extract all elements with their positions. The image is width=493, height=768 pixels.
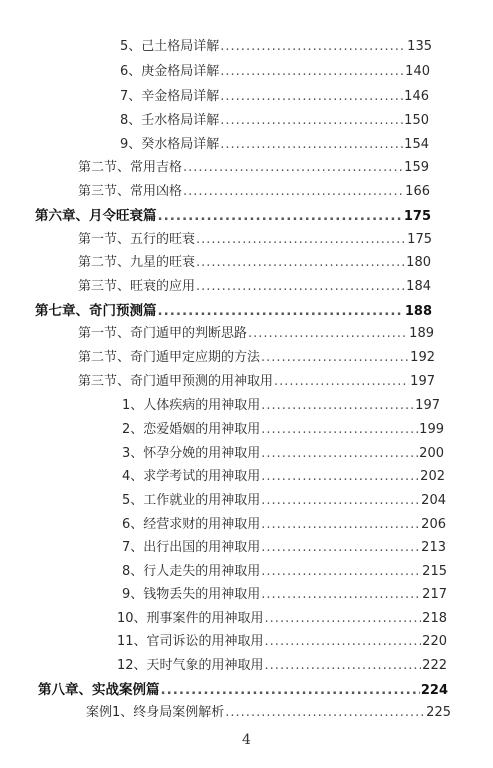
toc-entry-label: 5、己土格局详解 [120,39,220,54]
toc-entry-label: 第七章、奇门预测篇 [35,303,157,319]
toc-entry-label: 8、壬水格局详解 [120,113,220,128]
toc-entry-label: 第三节、奇门遁甲预测的用神取用 [78,374,274,389]
toc-entry-page: 225 [426,705,451,720]
toc-entry [122,395,440,417]
toc-entry [117,608,447,630]
toc-entry-page: 184 [406,279,431,294]
toc-entry-label: 7、辛金格局详解 [120,89,220,104]
toc-entry-label: 4、求学考试的用神取用 [122,469,261,484]
toc-entry-page: 146 [404,89,429,104]
toc-entry [78,276,431,298]
toc-entry-page: 218 [422,611,447,626]
toc-leader-dots [220,134,403,156]
toc-entry-page: 197 [410,374,435,389]
toc-leader-dots [220,110,403,132]
toc-entry-label: 第二节、九星的旺衰 [78,255,196,270]
toc-entry-label: 第三节、旺衰的应用 [78,279,196,294]
toc-entry-label: 第一节、五行的旺衰 [78,232,196,247]
toc-leader-dots [196,229,406,251]
toc-chapter [35,205,431,227]
toc-entry [86,702,451,724]
toc-leader-dots [274,371,409,393]
toc-leader-dots [220,61,404,83]
toc-entry-page: 166 [405,184,430,199]
toc-entry-label: 第六章、月令旺衰篇 [35,208,157,224]
toc-entry-page: 215 [422,564,447,579]
toc-leader-dots [225,702,425,724]
toc-leader-dots [261,347,409,369]
toc-entry-page: 202 [420,469,445,484]
toc-entry-page: 200 [419,446,444,461]
toc-entry-label: 6、经营求财的用神取用 [122,517,261,532]
toc-entry-page: 206 [421,517,446,532]
toc-leader-dots [261,490,420,512]
toc-leader-dots [265,655,422,677]
toc-entry-label: 6、庚金格局详解 [120,64,220,79]
toc-entry-label: 9、癸水格局详解 [120,137,220,152]
toc-leader-dots [196,252,405,274]
toc-entry-page: 180 [406,255,431,270]
toc-entry [78,157,429,179]
toc-entry-label: 第一节、奇门遁甲的判断思路 [78,326,248,341]
toc-entry-page: 150 [404,113,429,128]
toc-entry-page: 135 [407,39,432,54]
toc-leader-dots [158,205,403,227]
toc-entry-label: 第二节、奇门遁甲定应期的方法 [78,350,261,365]
toc-entry [78,371,435,393]
page-number: 4 [242,732,251,748]
toc-entry-page: 159 [404,160,429,175]
toc-entry-page: 217 [422,587,447,602]
toc-leader-dots [183,157,403,179]
toc-entry-label: 第二节、常用吉格 [78,160,183,175]
toc-entry-label: 9、钱物丢失的用神取用 [122,587,261,602]
toc-entry-label: 1、人体疾病的用神取用 [122,398,261,413]
toc-entry [78,252,431,274]
toc-entry-label: 第三节、常用凶格 [78,184,183,199]
toc-entry [122,561,447,583]
toc-leader-dots [265,608,422,630]
toc-entry-page: 188 [404,304,432,319]
toc-entry [122,584,447,606]
toc-entry-label: 2、恋爱婚姻的用神取用 [122,422,261,437]
toc-chapter [35,300,432,322]
toc-entry [78,347,435,369]
toc-entry-label: 第八章、实战案例篇 [38,682,160,698]
toc-entry-page: 220 [422,634,447,649]
toc-entry [122,537,446,559]
toc-entry [122,490,446,512]
toc-entry-page: 189 [409,326,434,341]
toc-entry [122,514,446,536]
toc-entry [78,229,432,251]
toc-leader-dots [220,86,403,108]
toc-entry [120,36,432,58]
toc-leader-dots [261,584,421,606]
toc-entry-label: 案例1、终身局案例解析 [86,705,225,720]
toc-entry [120,134,429,156]
toc-entry-page: 222 [422,658,447,673]
toc-entry-label: 8、行人走失的用神取用 [122,564,261,579]
toc-entry [117,631,447,653]
toc-entry-label: 5、工作就业的用神取用 [122,493,261,508]
toc-leader-dots [183,181,404,203]
toc-entry [117,655,447,677]
toc-entry-page: 213 [421,540,446,555]
toc-entry-page: 175 [403,209,431,224]
toc-leader-dots [196,276,405,298]
toc-leader-dots [161,679,420,701]
toc-leader-dots [261,514,420,536]
toc-entry-page: 199 [419,422,444,437]
toc-entry-label: 3、怀孕分娩的用神取用 [122,446,261,461]
toc-entry [122,466,445,488]
toc-entry-page: 175 [407,232,432,247]
toc-leader-dots [261,466,419,488]
toc-entry [78,181,430,203]
toc-entry [122,419,444,441]
toc-leader-dots [261,395,414,417]
toc-leader-dots [261,443,418,465]
toc-entry [120,86,429,108]
toc-entry-page: 154 [404,137,429,152]
toc-entry-page: 204 [421,493,446,508]
toc-entry-label: 11、官司诉讼的用神取用 [117,634,264,649]
toc-entry-page: 192 [410,350,435,365]
toc-entry [78,323,434,345]
toc-leader-dots [220,36,406,58]
toc-leader-dots [261,419,418,441]
toc-entry-page: 224 [420,683,448,698]
toc-leader-dots [265,631,422,653]
toc-entry [120,110,429,132]
toc-leader-dots [248,323,408,345]
toc-entry-label: 10、刑事案件的用神取用 [117,611,264,626]
toc-entry-page: 140 [405,64,430,79]
toc-entry [120,61,430,83]
toc-leader-dots [158,300,404,322]
toc-entry-label: 12、天时气象的用神取用 [117,658,264,673]
toc-leader-dots [261,537,420,559]
toc-entry-label: 7、出行出国的用神取用 [122,540,261,555]
toc-leader-dots [261,561,421,583]
toc-entry [122,443,444,465]
toc-entry-page: 197 [415,398,440,413]
toc-chapter [38,679,448,701]
